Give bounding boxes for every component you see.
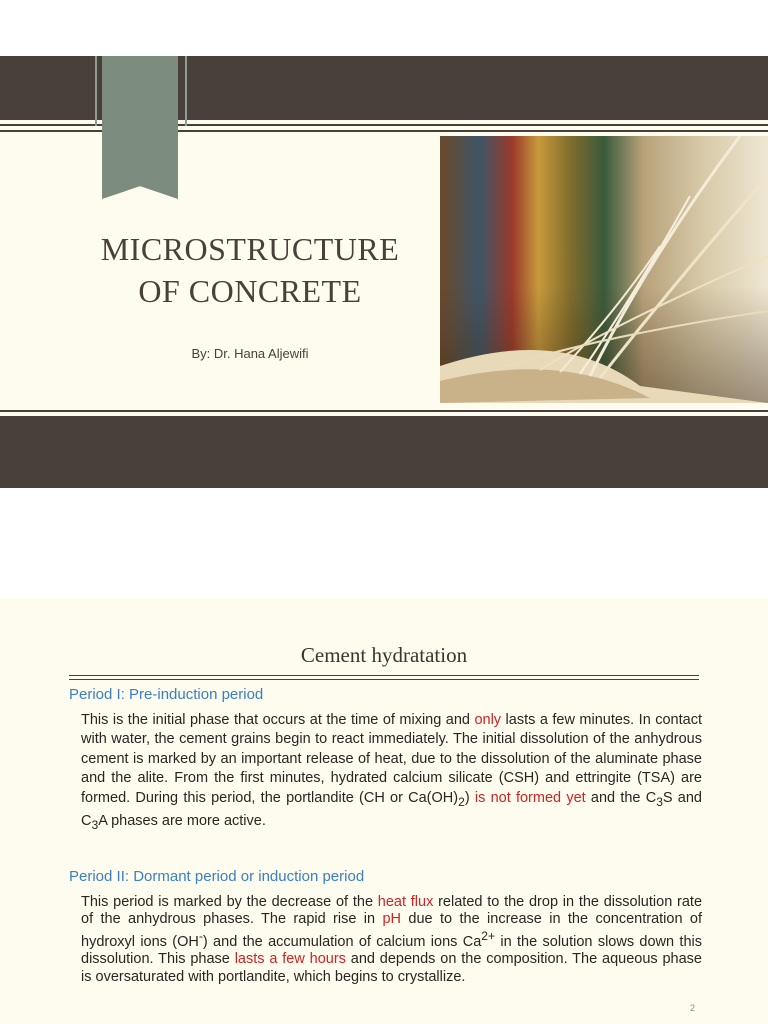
- page-number: 2: [690, 1003, 696, 1013]
- title-slide: [0, 56, 768, 488]
- ribbon-edge-right: [185, 56, 187, 126]
- period-1-text: This is the initial phase that occurs at the time of mixing and only lasts a few minutes. In contact with water, the cement grains begin to react immediately. The initial dissolution of the anhydrous cement is marked by an important release of heat, due to the dissolution of the aluminate phase and the alite. From the first minutes, hydrated calcium silicate (CSH) and ettringite (TSA) are formed. During this period, the portlandite (CH or $Ca(OH)_2$) is not formed yet and the $C_3S$ and $C_3A$ phases are more active.: [81, 712, 702, 832]
- ribbon-edge-left: [95, 56, 97, 126]
- heading-rule-2: [69, 679, 699, 680]
- open-book-photo: [440, 136, 768, 403]
- heading-rule-1: [69, 675, 699, 676]
- period-2-text: This period is marked by the decrease of the heat flux related to the drop in the dissolution rate of the anhydrous phases. The rapid rise in pH due to the increase in the concentration of hydroxyl ions (OH-) and the accumulation of calcium ions $Ca^{2+}$ in the solution slows down this dissolution. This phase lasts a few hours and depends on the composition. The aqueous phase is oversaturated with portlandite, which begins to crystallize.: [81, 894, 703, 985]
- bottom-rule-1: [0, 410, 768, 412]
- author-line: By: Dr. Hana Aljewifi: [191, 346, 309, 361]
- title-line-1: MICROSTRUCTURE: [100, 231, 400, 267]
- period-1-heading: Period I: Pre-induction period: [69, 686, 264, 703]
- bookmark-ribbon: [102, 56, 178, 199]
- content-slide: [0, 598, 768, 1024]
- title-line-2: OF CONCRETE: [138, 273, 362, 309]
- open-book-icon: [440, 136, 768, 403]
- slide-title: [50, 228, 450, 312]
- slide-heading: Cement hydratation: [300, 643, 468, 667]
- period-2-heading: Period II: Dormant period or induction period: [69, 868, 365, 885]
- bottom-band: [0, 418, 768, 488]
